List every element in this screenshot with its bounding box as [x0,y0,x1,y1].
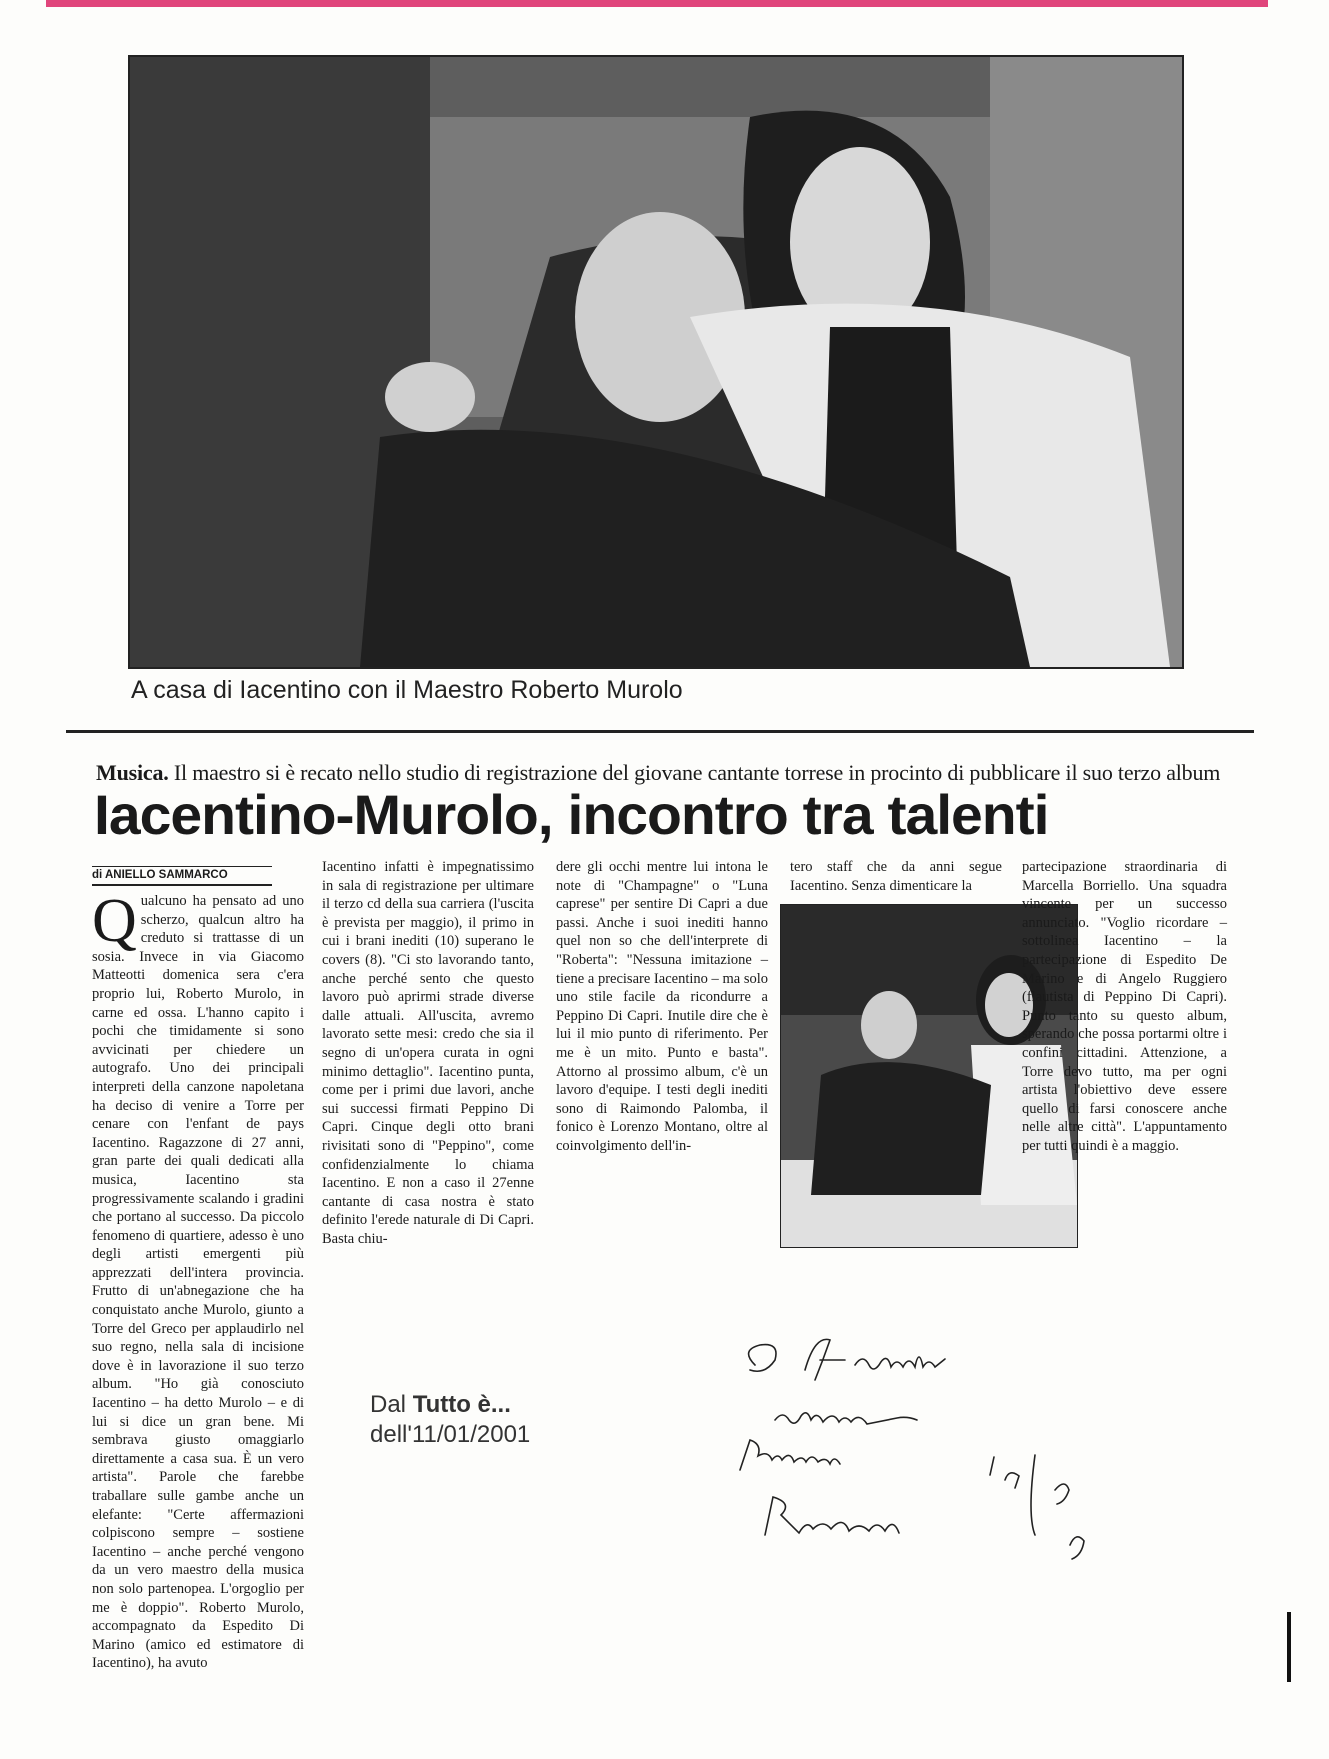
handwritten-dedication [735,1320,1135,1575]
article-column-5 [1022,858,1227,1156]
photo-caption: A casa di Iacentino con il Maestro Roberto Murolo [131,676,683,704]
kicker-text: Il maestro si è recato nello studio di registrazione del giovane cantante torrese in procinto di pubblicare il suo terzo album [173,760,1221,785]
source-title: Tutto è... [412,1391,511,1418]
main-photo [128,55,1184,669]
article-column-1 [92,887,304,1673]
top-accent-bar [46,0,1268,7]
source-note [370,1390,530,1450]
article-column-4 [790,858,1002,895]
article-column-3 [556,858,768,1156]
byline: di ANIELLO SAMMARCO [92,866,272,886]
column-1-text: ualcuno ha pensato ad uno scherzo, qualcun altro ha creduto si trattasse di un sosia. Invece in via Giacomo Matteotti domenica sera c'era proprio lui, Roberto Murolo, in carne ed ossa. L'hanno capito i pochi che timidamente si sono avvicinati per chiedere un autografo. Uno dei principali interpreti della canzone napoletana ha deciso di venire a Torre per cenare con l'enfant de pays Iacentino. Ragazzone di 27 anni, gran parte dei quali dedicati alla musica, Iacentino sta progressivamente scalando i gradini che portano al successo. Da piccolo fenomeno di quartiere, adesso è uno degli artisti emergenti più apprezzati dell'intera provincia. Frutto di un'abnegazione che ha conquistato anche Murolo, giunto a Torre del Greco per applaudirlo nel suo regno, nella sala di incisione dove è in lavorazione il suo terzo album. "Ho già conosciuto Iacentino – ha detto Murolo – e di lui si dice un gran bene. Mi sembrava giusto omaggiarlo direttamente a casa sua. È un vero artista". Parole che farebbe traballare sulle gambe anche un elefante: "Certe affermazioni colpiscono sempre – sostiene Iacentino – anche perché vengono da un vero maestro della musica non solo partenopea. L'orgoglio per me è doppio". Roberto Murolo, accompagnato da Espedito Di Marino (amico ed estimatore di Iacentino), ha avuto [92,893,304,1672]
column-4-text: tero staff che da anni segue Iacentino. Senza dimenticare la [790,859,1002,894]
drop-cap: Q [92,887,137,955]
column-5-text: partecipazione straordinaria di Marcella Borriello. Una squadra vincente per un successo annunciato. "Voglio ricordare – sottolinea Iacentino – la partecipazione di Espedito De Marino e di Angelo Ruggiero (flautista di Peppino Di Capri). Punto tanto su questo album, sperando che possa portarmi oltre i confini cittadini. Attenzione, a Torre devo tutto, ma per ogni artista l'obiettivo deve essere quello di farsi conoscere anche nelle altre città". L'appuntamento per tutti quindi è a maggio. [1022,859,1227,1154]
section-divider [66,730,1254,733]
column-2-text: Iacentino infatti è impegnatissimo in sala di registrazione per ultimare il terzo cd della sua carriera (l'uscita è prevista per maggio), il primo in cui i brani inediti (10) superano le covers (8). "Ci sto lavorando tanto, anche perché sento che questo lavoro può aprirmi strade diverse dalle attuali. All'uscita, avremo lavorato sette mesi: credo che sia il segno di un'opera curata in ogni minimo dettaglio". Iacentino punta, come per i primi due lavori, anche sui successi firmati Peppino Di Capri. Cinque degli otto brani rivisitati sono di "Peppino", come confidenzialmente lo chiama Iacentino. E non a caso il 27enne cantante di casa nostra è stato definito l'erede naturale di Di Capri. Basta chiu- [322,859,534,1247]
column-3-text: dere gli occhi mentre lui intona le note di "Champagne" o "Luna caprese" per sentire Di Capri a due passi. Anche i suoi inediti hanno quel non so che dell'interprete di "Roberta": "Nessuna imitazione – tiene a precisare Iacentino – ma solo uno stile facile da ricondurre a Peppino Di Capri. Inutile dire che è lui il mio punto di riferimento. Per me è un mito. Punto e basta". Attorno al prossimo album, c'è un lavoro d'equipe. I testi degli inediti sono di Raimondo Palomba, il fonico è Lorenzo Montano, oltre al coinvolgimento dell'in- [556,859,768,1154]
source-date: dell'11/01/2001 [370,1421,531,1448]
article-headline: Iacentino-Murolo, incontro tra talenti [94,783,1049,846]
kicker-label: Musica. [96,760,169,785]
article-column-2 [322,858,534,1248]
source-prefix: Dal [370,1391,407,1418]
scan-edge-mark [1287,1612,1291,1682]
